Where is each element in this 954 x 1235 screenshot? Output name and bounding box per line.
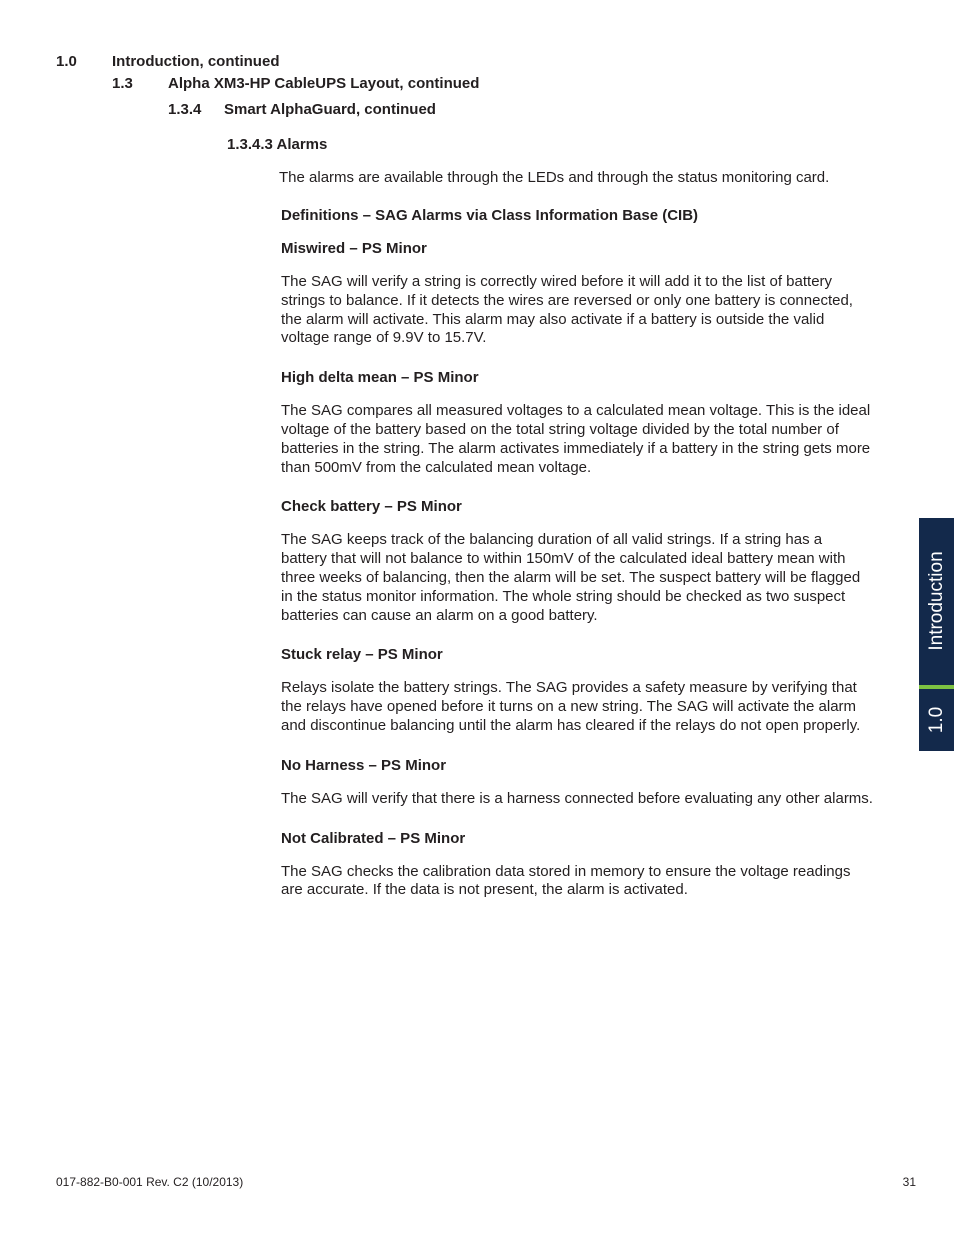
alarm-description <box>281 863 901 901</box>
alarm-title: High delta mean – PS Minor <box>281 369 479 387</box>
description-line: in the status monitor information. The whole string should be checked as two suspect <box>281 587 846 605</box>
definitions-title: Definitions – SAG Alarms via Class Information Base (CIB) <box>281 207 699 224</box>
footer-page-number: 31 <box>902 1175 916 1189</box>
description-line: The SAG compares all measured voltages to a calculated mean voltage. This is the ideal <box>281 402 871 420</box>
section-title: Alpha XM3-HP CableUPS Layout, continued <box>168 75 480 92</box>
description-line: batteries in the string. The alarm activates immediately if a battery in the string gets more <box>281 439 871 457</box>
section-title: Introduction, continued <box>112 53 280 70</box>
alarm-description <box>281 402 901 477</box>
intro-paragraph: The alarms are available through the LEDs and through the status monitoring card. <box>279 169 830 186</box>
alarm-title: Miswired – PS Minor <box>281 240 427 257</box>
footer-doc-id: 017-882-B0-001 Rev. C2 (10/2013) <box>56 1175 244 1189</box>
alarm-description <box>281 679 901 735</box>
alarm-list <box>281 240 901 900</box>
description-line: The SAG checks the calibration data stored in memory to ensure the voltage readings <box>281 862 851 880</box>
chapter-tab-label: Introduction <box>926 551 947 651</box>
section-heading-alarms: 1.3.4.3 Alarms <box>227 136 328 153</box>
section-number: 1.3 <box>112 75 133 92</box>
alarm-title: Check battery – PS Minor <box>281 498 462 516</box>
description-line: than 500mV from the calculated mean voltage. <box>281 458 592 476</box>
description-line: the relays have opened before it turns on a new string. The SAG will activate the alarm <box>281 698 857 716</box>
chapter-side-tab <box>919 518 954 751</box>
alarm-definitions <box>281 207 901 921</box>
description-line: battery that will not balance to within 150mV of the calculated ideal battery mean with <box>281 550 846 568</box>
description-line: voltage range of 9.9V to 15.7V. <box>281 329 487 347</box>
alarm-description <box>281 531 901 625</box>
section-title: Smart AlphaGuard, continued <box>224 101 436 118</box>
section-number: 1.0 <box>56 53 77 70</box>
description-line: are accurate. If the data is not present, the alarm is activated. <box>281 881 688 899</box>
description-line: three weeks of balancing, then the alarm will be set. The suspect battery will be flagged <box>281 568 861 586</box>
chapter-tab-accent-bar <box>919 685 954 689</box>
description-line: batteries can cause an alarm on a good battery. <box>281 606 598 624</box>
description-line: The SAG will verify a string is correctly wired before it will add it to the list of battery <box>281 273 833 290</box>
alarm-title: Not Calibrated – PS Minor <box>281 829 466 847</box>
chapter-tab-number: 1.0 <box>926 706 947 734</box>
section-number: 1.3.4 <box>168 101 202 118</box>
description-line: The SAG keeps track of the balancing duration of all valid strings. If a string has a <box>281 531 823 549</box>
description-line: The SAG will verify that there is a harness connected before evaluating any other alarms. <box>281 789 873 807</box>
description-line: Relays isolate the battery strings. The SAG provides a safety measure by verifying that <box>281 679 857 697</box>
alarm-description <box>281 273 901 348</box>
description-line: the alarm will activate. This alarm may also activate if a battery is outside the valid <box>281 310 825 328</box>
description-line: voltage of the battery based on the total string voltage divided by the total number of <box>281 420 839 438</box>
alarm-title: Stuck relay – PS Minor <box>281 646 443 664</box>
alarm-title: No Harness – PS Minor <box>281 756 447 774</box>
description-line: strings to balance. If it detects the wires are reversed or only one battery is connected, <box>281 291 853 309</box>
description-line: and discontinue balancing until the alarm has cleared if the relays do not open properly. <box>281 716 861 734</box>
alarm-description <box>281 790 901 809</box>
